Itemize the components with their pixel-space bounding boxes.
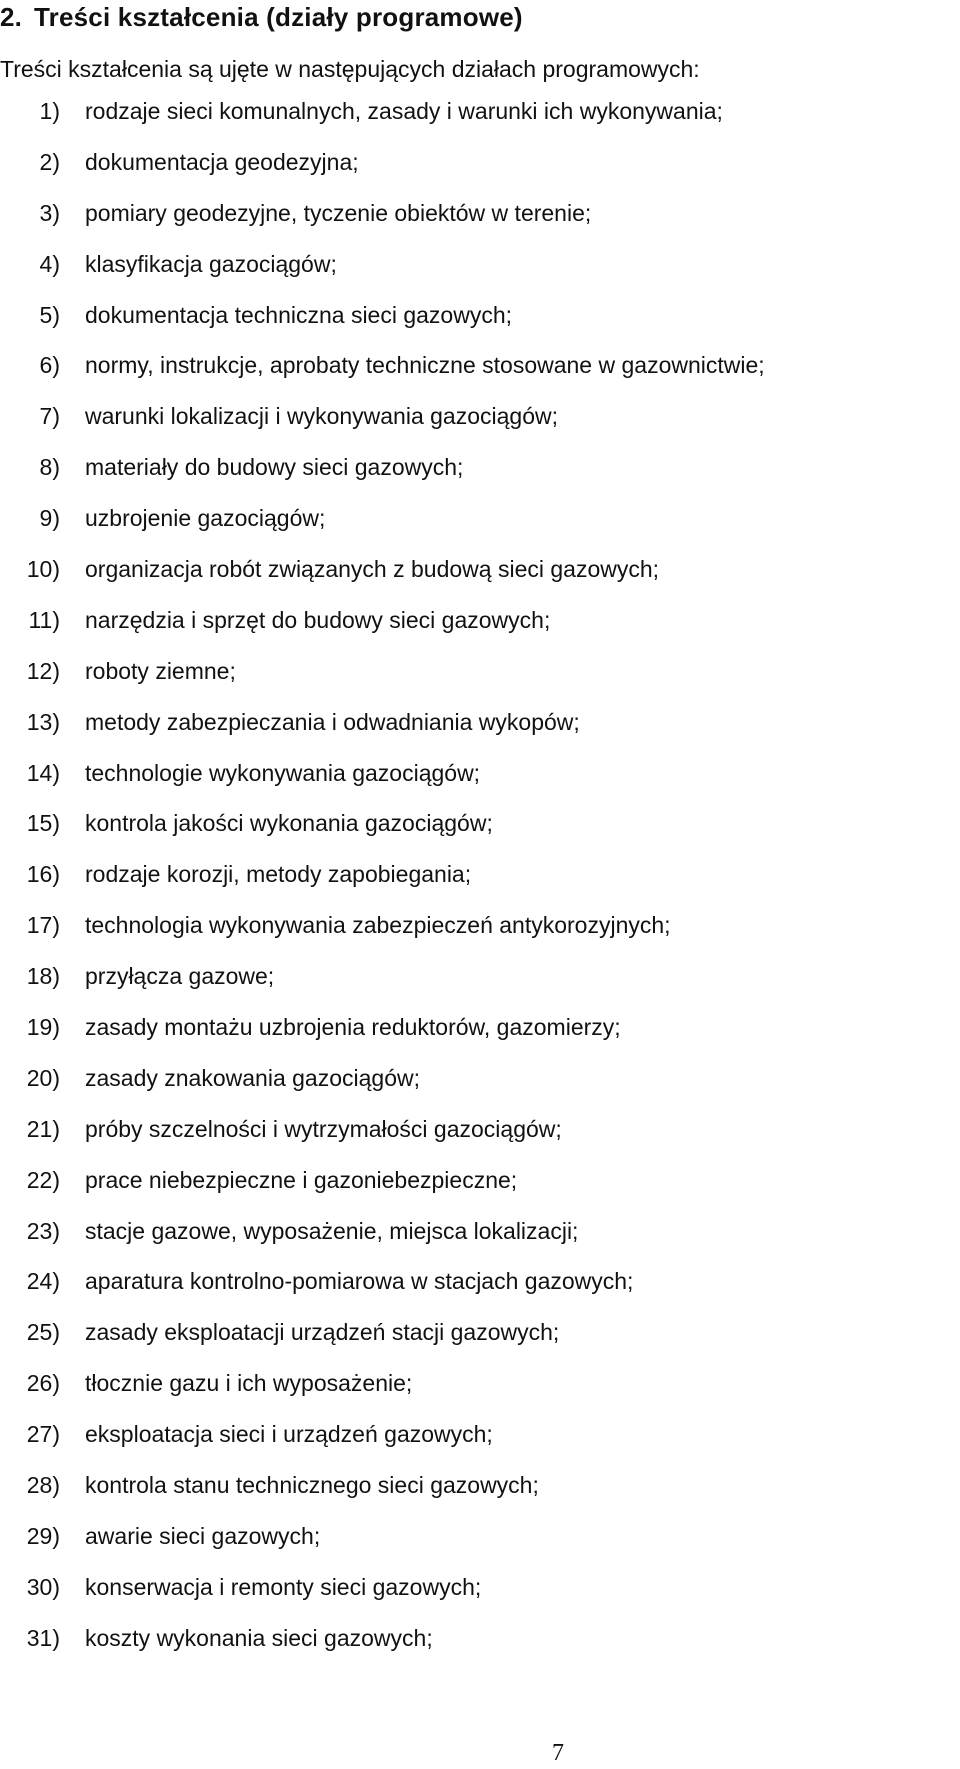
list-item xyxy=(0,1268,765,1319)
list-item-number: 13) xyxy=(26,708,60,735)
list-item-text: pomiary geodezyjne, tyczenie obiektów w terenie; xyxy=(85,199,592,226)
list-item xyxy=(0,963,765,1014)
list-item xyxy=(0,454,765,505)
list-item-text: tłocznie gazu i ich wyposażenie; xyxy=(85,1370,413,1397)
list-item-text: dokumentacja geodezyjna; xyxy=(85,148,359,175)
list-item-number: 6) xyxy=(39,352,60,379)
list-item-number: 26) xyxy=(26,1370,60,1397)
list-item-number: 22) xyxy=(26,1166,60,1193)
list-item-text: narzędzia i sprzęt do budowy sieci gazowych; xyxy=(85,606,551,633)
list-item-number: 9) xyxy=(39,505,60,532)
section-heading xyxy=(0,2,523,33)
list-item-text: kontrola jakości wykonania gazociągów; xyxy=(85,810,493,837)
list-item-text: rodzaje korozji, metody zapobiegania; xyxy=(85,861,472,888)
list-item-number: 11) xyxy=(28,606,60,633)
intro-paragraph: Treści kształcenia są ujęte w następujących działach programowych: xyxy=(0,56,700,82)
list-item-text: prace niebezpieczne i gazoniebezpieczne; xyxy=(85,1166,518,1193)
list-item xyxy=(0,352,765,403)
list-item-number: 10) xyxy=(26,556,60,583)
list-item-number: 16) xyxy=(26,861,60,888)
list-item xyxy=(0,98,765,149)
list-item xyxy=(0,760,765,811)
list-item xyxy=(0,302,765,353)
list-item-text: kontrola stanu technicznego sieci gazowych; xyxy=(85,1472,539,1499)
list-item-number: 3) xyxy=(39,199,60,226)
list-item-text: awarie sieci gazowych; xyxy=(85,1522,321,1549)
list-item-text: metody zabezpieczania i odwadniania wykopów; xyxy=(85,708,580,735)
list-item-text: rodzaje sieci komunalnych, zasady i warunki ich wykonywania; xyxy=(85,98,723,124)
list-item-number: 14) xyxy=(26,759,60,786)
list-item-number: 7) xyxy=(39,403,60,430)
list-item xyxy=(0,505,765,556)
section-title: Treści kształcenia (działy programowe) xyxy=(34,2,523,32)
list-item xyxy=(0,1014,765,1065)
list-item-text: konserwacja i remonty sieci gazowych; xyxy=(85,1573,482,1600)
list-item-text: próby szczelności i wytrzymałości gazociągów; xyxy=(85,1115,562,1142)
list-item-number: 19) xyxy=(26,1014,60,1041)
list-item-number: 15) xyxy=(26,810,60,837)
list-item-text: stacje gazowe, wyposażenie, miejsca lokalizacji; xyxy=(85,1217,579,1244)
list-item xyxy=(0,861,765,912)
list-item-number: 17) xyxy=(26,912,60,939)
list-item xyxy=(0,1472,765,1523)
section-number: 2. xyxy=(0,2,23,32)
list-item-text: aparatura kontrolno-pomiarowa w stacjach gazowych; xyxy=(85,1268,634,1295)
list-item-number: 12) xyxy=(26,657,60,684)
list-item xyxy=(0,810,765,861)
list-item-text: koszty wykonania sieci gazowych; xyxy=(85,1624,433,1651)
list-item xyxy=(0,1319,765,1370)
list-item-number: 23) xyxy=(26,1217,60,1244)
list-item xyxy=(0,912,765,963)
list-item xyxy=(0,1218,765,1269)
list-item xyxy=(0,607,765,658)
list-item xyxy=(0,556,765,607)
list-item-number: 29) xyxy=(26,1522,60,1549)
list-item xyxy=(0,403,765,454)
list-item-text: technologie wykonywania gazociągów; xyxy=(85,759,481,786)
list-item xyxy=(0,1116,765,1167)
list-item-text: materiały do budowy sieci gazowych; xyxy=(85,454,464,481)
list-item-number: 4) xyxy=(39,250,60,277)
list-item xyxy=(0,709,765,760)
list-item-number: 21) xyxy=(26,1115,60,1142)
list-item-number: 18) xyxy=(26,963,60,990)
list-item-text: dokumentacja techniczna sieci gazowych; xyxy=(85,301,513,328)
list-item xyxy=(0,1421,765,1472)
list-item-number: 31) xyxy=(26,1624,60,1651)
list-item xyxy=(0,200,765,251)
list-item-text: eksploatacja sieci i urządzeń gazowych; xyxy=(85,1421,493,1448)
list-item xyxy=(0,1065,765,1116)
list-item-text: normy, instrukcje, aprobaty techniczne stosowane w gazownictwie; xyxy=(85,352,765,379)
list-item xyxy=(0,658,765,709)
list-item-number: 30) xyxy=(26,1573,60,1600)
list-item-number: 20) xyxy=(26,1064,60,1091)
list-item-number: 27) xyxy=(26,1421,60,1448)
list-item-text: uzbrojenie gazociągów; xyxy=(85,505,326,532)
list-item-text: organizacja robót związanych z budową sieci gazowych; xyxy=(85,556,660,583)
list-item-text: zasady montażu uzbrojenia reduktorów, gazomierzy; xyxy=(85,1014,621,1041)
list-item-number: 5) xyxy=(39,301,60,328)
list-item-number: 1) xyxy=(39,98,60,124)
list-item-number: 8) xyxy=(39,454,60,481)
page-number: 7 xyxy=(552,1740,564,1766)
list-item xyxy=(0,1523,765,1574)
list-item xyxy=(0,1370,765,1421)
list-item-text: przyłącza gazowe; xyxy=(85,963,275,990)
list-item-number: 24) xyxy=(26,1268,60,1295)
list-item-number: 2) xyxy=(39,148,60,175)
list-item-number: 25) xyxy=(26,1319,60,1346)
list-item-number: 28) xyxy=(26,1472,60,1499)
list-item xyxy=(0,1625,765,1676)
list-item-text: technologia wykonywania zabezpieczeń antykorozyjnych; xyxy=(85,912,671,939)
list-item xyxy=(0,1574,765,1625)
list-item xyxy=(0,149,765,200)
topics-list xyxy=(0,98,765,1676)
list-item xyxy=(0,1167,765,1218)
list-item-text: zasady eksploatacji urządzeń stacji gazowych; xyxy=(85,1319,560,1346)
list-item-text: warunki lokalizacji i wykonywania gazociągów; xyxy=(85,403,558,430)
list-item-text: klasyfikacja gazociągów; xyxy=(85,250,337,277)
list-item xyxy=(0,251,765,302)
list-item-text: roboty ziemne; xyxy=(85,657,236,684)
list-item-text: zasady znakowania gazociągów; xyxy=(85,1064,420,1091)
